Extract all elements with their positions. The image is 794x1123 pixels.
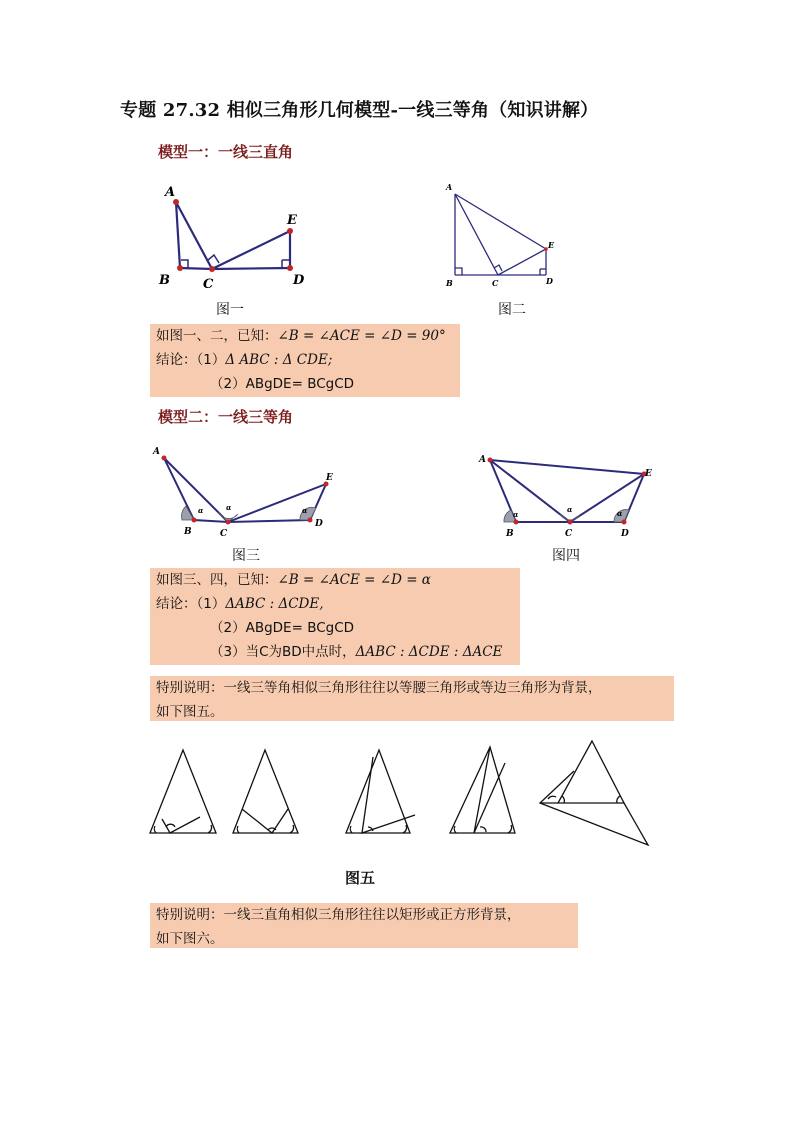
fig4-label-a: A [479,455,486,465]
fig3-alpha-b: α [198,506,204,515]
fig4-caption: 图四 [552,548,580,564]
model1-condition-box [150,324,460,397]
fig3-label-a: A [153,447,160,457]
fig3-caption: 图三 [232,548,260,564]
model2-given: 如图三、四，已知：∠B = ∠ACE = ∠D = α [156,572,431,588]
fig2-caption: 图二 [498,302,526,318]
fig3-alpha-d: α [302,506,308,515]
figure-3 [150,440,340,540]
fig1-label-e: E [287,213,297,228]
model2-heading: 模型二：一线三等角 [158,408,294,426]
model1-given: 如图一、二，已知：∠B = ∠ACE = ∠D = 90° [156,328,446,344]
fig1-label-c: C [203,277,214,290]
fig1-label-d: D [293,273,305,288]
note1-line2: 如下图五。 [156,704,224,720]
model1-heading: 模型一：一线三直角 [158,143,294,161]
figure-2 [440,180,560,290]
figure-1 [150,180,310,290]
note-rectangle-box [150,903,578,948]
fig1-caption: 图一 [216,302,244,318]
fig2-label-b: B [446,278,453,288]
fig3-label-c: C [220,529,228,539]
model2-conclusion-1: 结论：（1）ΔABC : ΔCDE, [156,596,324,612]
note2-line2: 如下图六。 [156,931,224,947]
fig2-label-a: A [446,182,453,192]
note-isosceles-box [150,676,674,721]
fig5-caption: 图五 [345,869,376,887]
fig4-label-b: B [506,529,514,539]
note2-line1: 特别说明：一线三直角相似三角形往往以矩形或正方形背景， [156,907,521,923]
fig2-label-c: C [492,278,499,288]
fig4-label-c: C [565,529,573,539]
figure-5 [140,735,660,850]
fig2-label-e: E [548,240,555,250]
fig4-label-e: E [645,469,652,479]
model1-conclusion-2: （2）ABgDE= BCgCD [210,376,355,392]
figure-4 [474,446,664,541]
model2-conclusion-2: （2）ABgDE= BCgCD [210,620,355,636]
fig4-alpha-c: α [567,505,573,514]
note1-line1: 特别说明：一线三等角相似三角形往往以等腰三角形或等边三角形为背景， [156,680,602,696]
fig2-label-d: D [546,276,553,286]
model1-conclusion-1: 结论：（1）Δ ABC : Δ CDE; [156,352,333,368]
fig3-label-d: D [315,519,323,529]
fig4-label-d: D [621,529,629,539]
fig1-label-a: A [165,185,176,200]
fig4-alpha-b: α [513,510,519,519]
fig3-alpha-c: α [226,503,232,512]
fig4-alpha-d: α [617,509,623,518]
fig3-label-e: E [326,473,333,483]
page-title: 专题 27.32 相似三角形几何模型-一线三等角（知识讲解） [120,100,599,121]
fig3-label-b: B [184,527,192,537]
model2-conclusion-3: （3）当C为BD中点时，ΔABC : ΔCDE : ΔACE [210,644,503,660]
model2-condition-box [150,568,520,665]
fig1-label-b: B [159,273,170,288]
